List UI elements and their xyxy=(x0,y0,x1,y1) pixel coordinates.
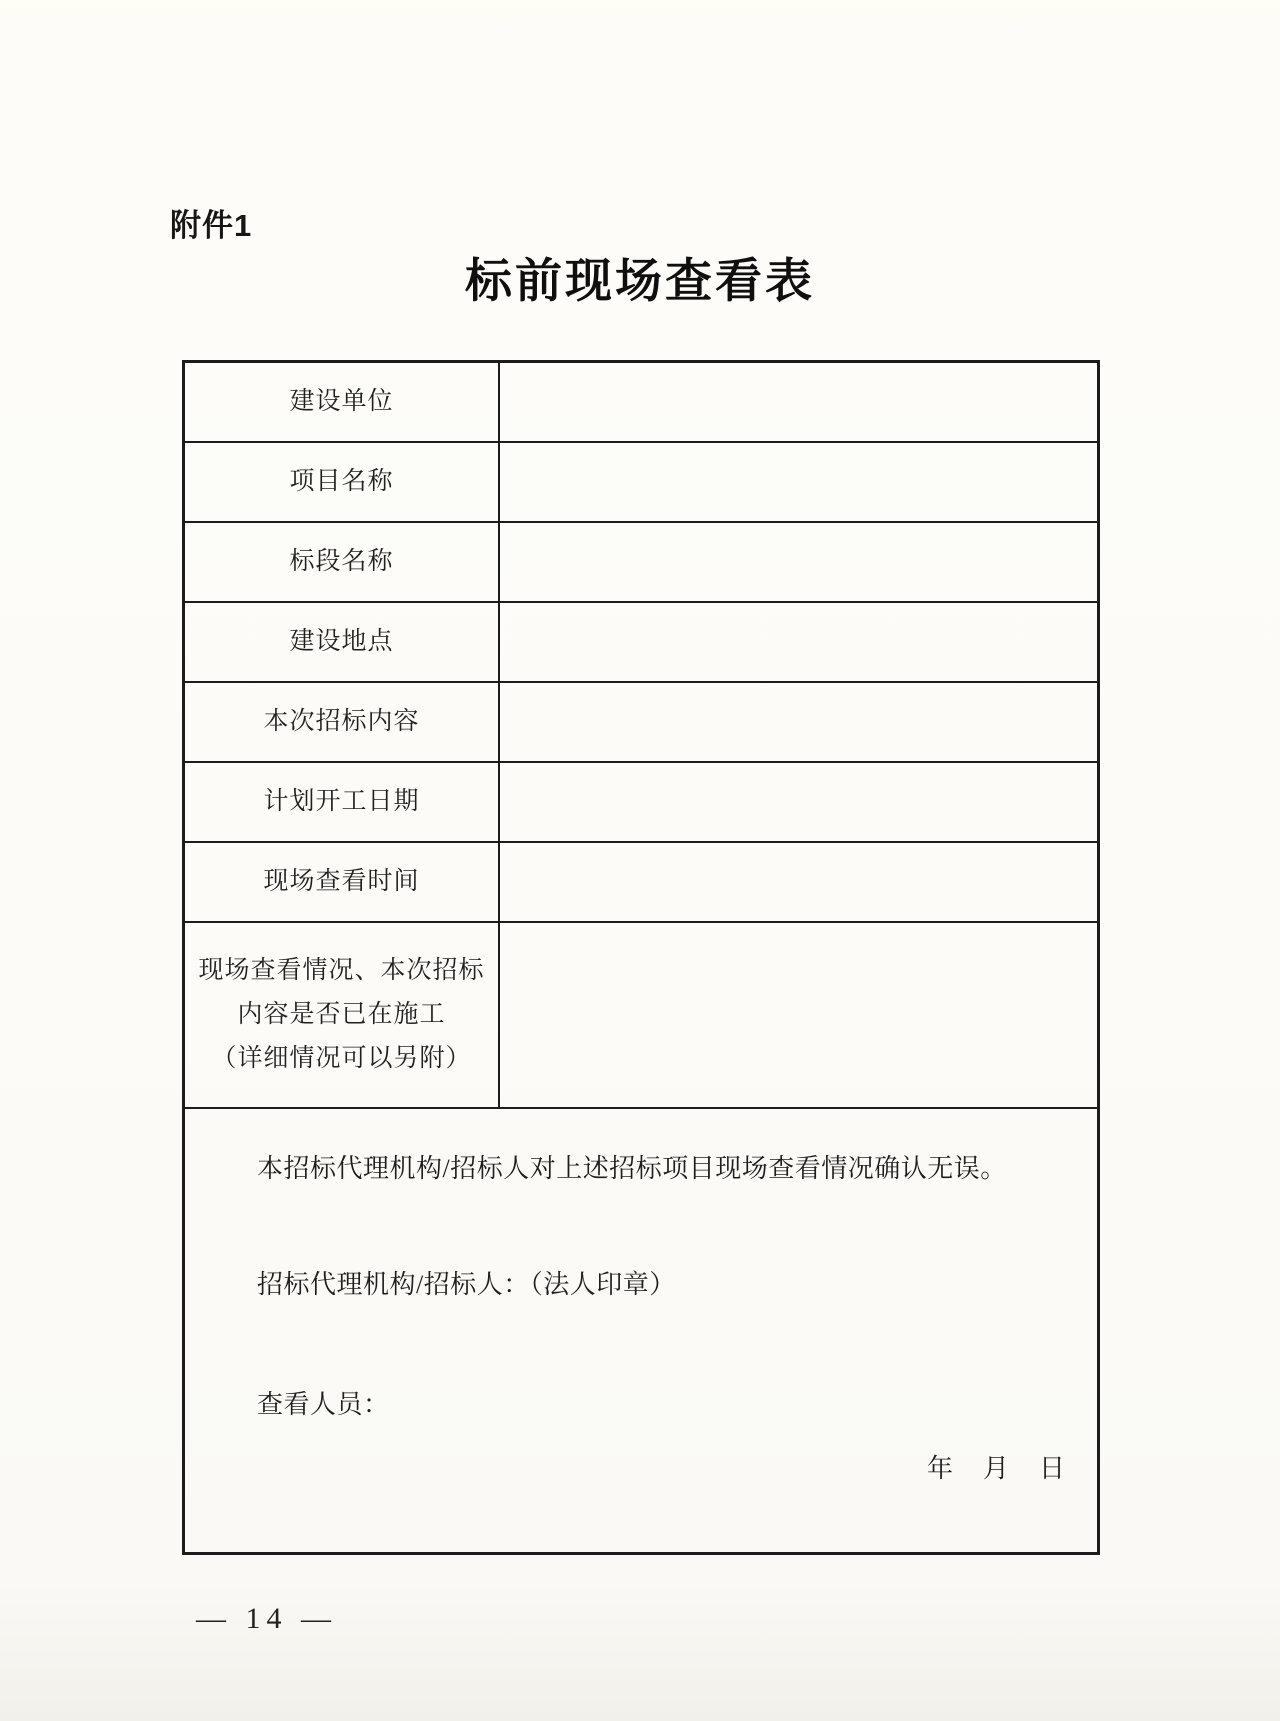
project-name-value-cell xyxy=(500,443,1097,521)
agency-signature-line: 招标代理机构/招标人：（法人印章） xyxy=(257,1270,676,1299)
table-row-construction-unit xyxy=(185,363,1097,443)
construction-unit-value-cell xyxy=(500,363,1097,441)
site-inspection-form-table xyxy=(182,360,1100,1555)
bidding-content-label: 本次招标内容 xyxy=(185,683,500,761)
site-inspection-situation-label xyxy=(185,923,500,1107)
situation-label-line-2: 内容是否已在施工 xyxy=(237,1001,446,1028)
table-row-site-inspection-time xyxy=(185,843,1097,923)
situation-label-line-3: （详细情况可以另附） xyxy=(211,1045,472,1072)
table-row-bidding-content xyxy=(185,683,1097,763)
project-name-label: 项目名称 xyxy=(185,443,500,521)
planned-start-date-value-cell xyxy=(500,763,1097,841)
table-row-project-name xyxy=(185,443,1097,523)
confirmation-section xyxy=(185,1109,1097,1552)
inspector-signature-line: 查看人员： xyxy=(257,1390,390,1419)
attachment-label: 附件1 xyxy=(170,208,253,243)
table-row-bid-section-name xyxy=(185,523,1097,603)
construction-location-label: 建设地点 xyxy=(185,603,500,681)
site-inspection-situation-value-cell xyxy=(500,923,1097,1107)
page-title: 标前现场查看表 xyxy=(465,256,815,308)
table-row-site-inspection-situation xyxy=(185,923,1097,1109)
situation-label-line-1: 现场查看情况、本次招标 xyxy=(198,957,485,984)
bid-section-name-value-cell xyxy=(500,523,1097,601)
date-line: 年 月 日 xyxy=(926,1454,1067,1483)
page-number: — 14 — xyxy=(196,1602,337,1635)
site-inspection-time-value-cell xyxy=(500,843,1097,921)
table-row-construction-location xyxy=(185,603,1097,683)
confirmation-statement: 本招标代理机构/招标人对上述招标项目现场查看情况确认无误。 xyxy=(257,1154,1007,1183)
site-inspection-time-label: 现场查看时间 xyxy=(185,843,500,921)
table-row-planned-start-date xyxy=(185,763,1097,843)
construction-location-value-cell xyxy=(500,603,1097,681)
bidding-content-value-cell xyxy=(500,683,1097,761)
planned-start-date-label: 计划开工日期 xyxy=(185,763,500,841)
bid-section-name-label: 标段名称 xyxy=(185,523,500,601)
construction-unit-label: 建设单位 xyxy=(185,363,500,441)
